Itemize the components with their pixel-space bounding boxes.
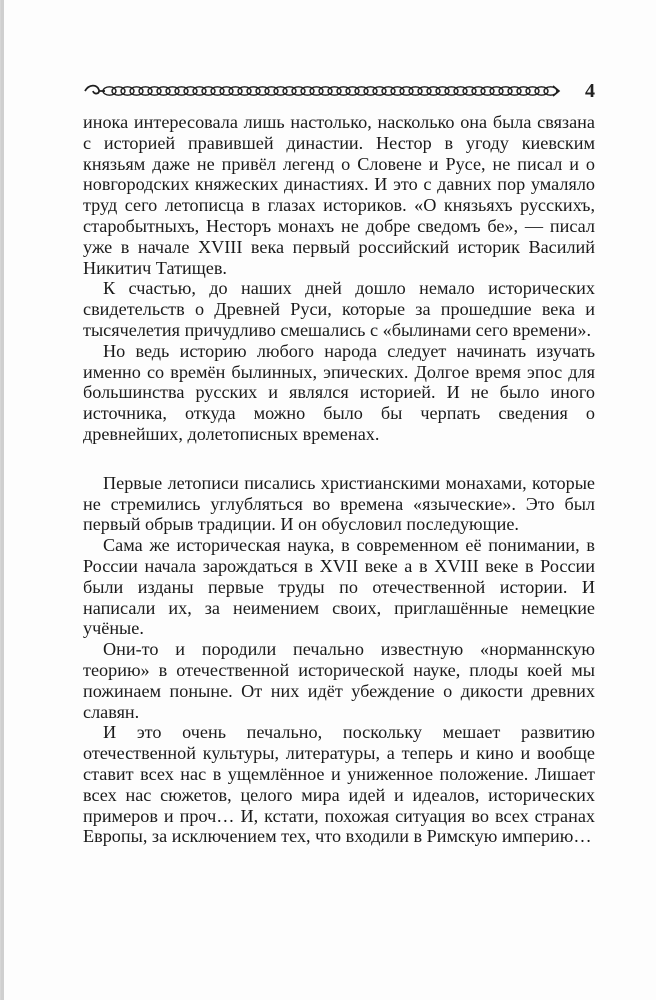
paragraph: инока интересовала лишь настолько, насколько она была связана с историей правившей династии. Нестор в угоду киевским князьям даже не привёл легенд о Словене и Русе, не писал и о новгородских княжеских династиях. И это с давних пор умаляло труд сего летописца в глазах историков. «О князьяхъ русскихъ, старобытныхъ, Несторъ монахъ не добре сведомъ бе», — писал уже в начале XVIII века первый российский историк Василий Никитич Татищев.: [83, 112, 595, 278]
section-gap: [83, 445, 595, 473]
paragraph: И это очень печально, поскольку мешает развитию отечественной культуры, литературы, а теперь и кино и вообще ставит всех нас в ущемлённое и униженное положение. Лишает всех нас сюжетов, целого мира идей и идеалов, исторических примеров и проч… И, кстати, похожая ситуация во всех странах Европы, за исключением тех, что входили в Римскую империю…: [83, 722, 595, 847]
paragraph: Но ведь историю любого народа следует начинать изучать именно со времён былинных, эпических. Долгое время эпос для большинства русских и являлся историей. И не было иного источника, откуда можно было бы черпать сведения о древнейших, долетописных временах.: [83, 340, 595, 444]
paragraph: Они-то и породили печально известную «норманнскую теорию» в отечественной исторической науке, плоды коей мы пожинаем поныне. От них идёт убеждение о дикости древних славян.: [83, 639, 595, 722]
paragraph: Первые летописи писались христианскими монахами, которые не стремились углубляться во времена «языческие». Это был первый обрыв традиции. И он обусловил последующие.: [83, 472, 595, 535]
paragraph: Сама же историческая наука, в современном её понимании, в России начала зарождаться в XVII веке а в XVIII веке в России были изданы первые труды по отечественной истории. И написали их, за неимением своих, приглашённые немецкие учёные.: [83, 535, 595, 639]
body-text: [83, 112, 595, 847]
page-number: 4: [585, 80, 595, 102]
page-header: [83, 78, 595, 104]
paragraph: К счастью, до наших дней дошло немало исторических свидетельств о Древней Руси, которые за прошедшие века и тысячелетия причудливо смешались с «былинами сего времени».: [83, 278, 595, 340]
ornamental-rule-icon: [83, 82, 561, 100]
binding-edge: [1, 0, 4, 1000]
